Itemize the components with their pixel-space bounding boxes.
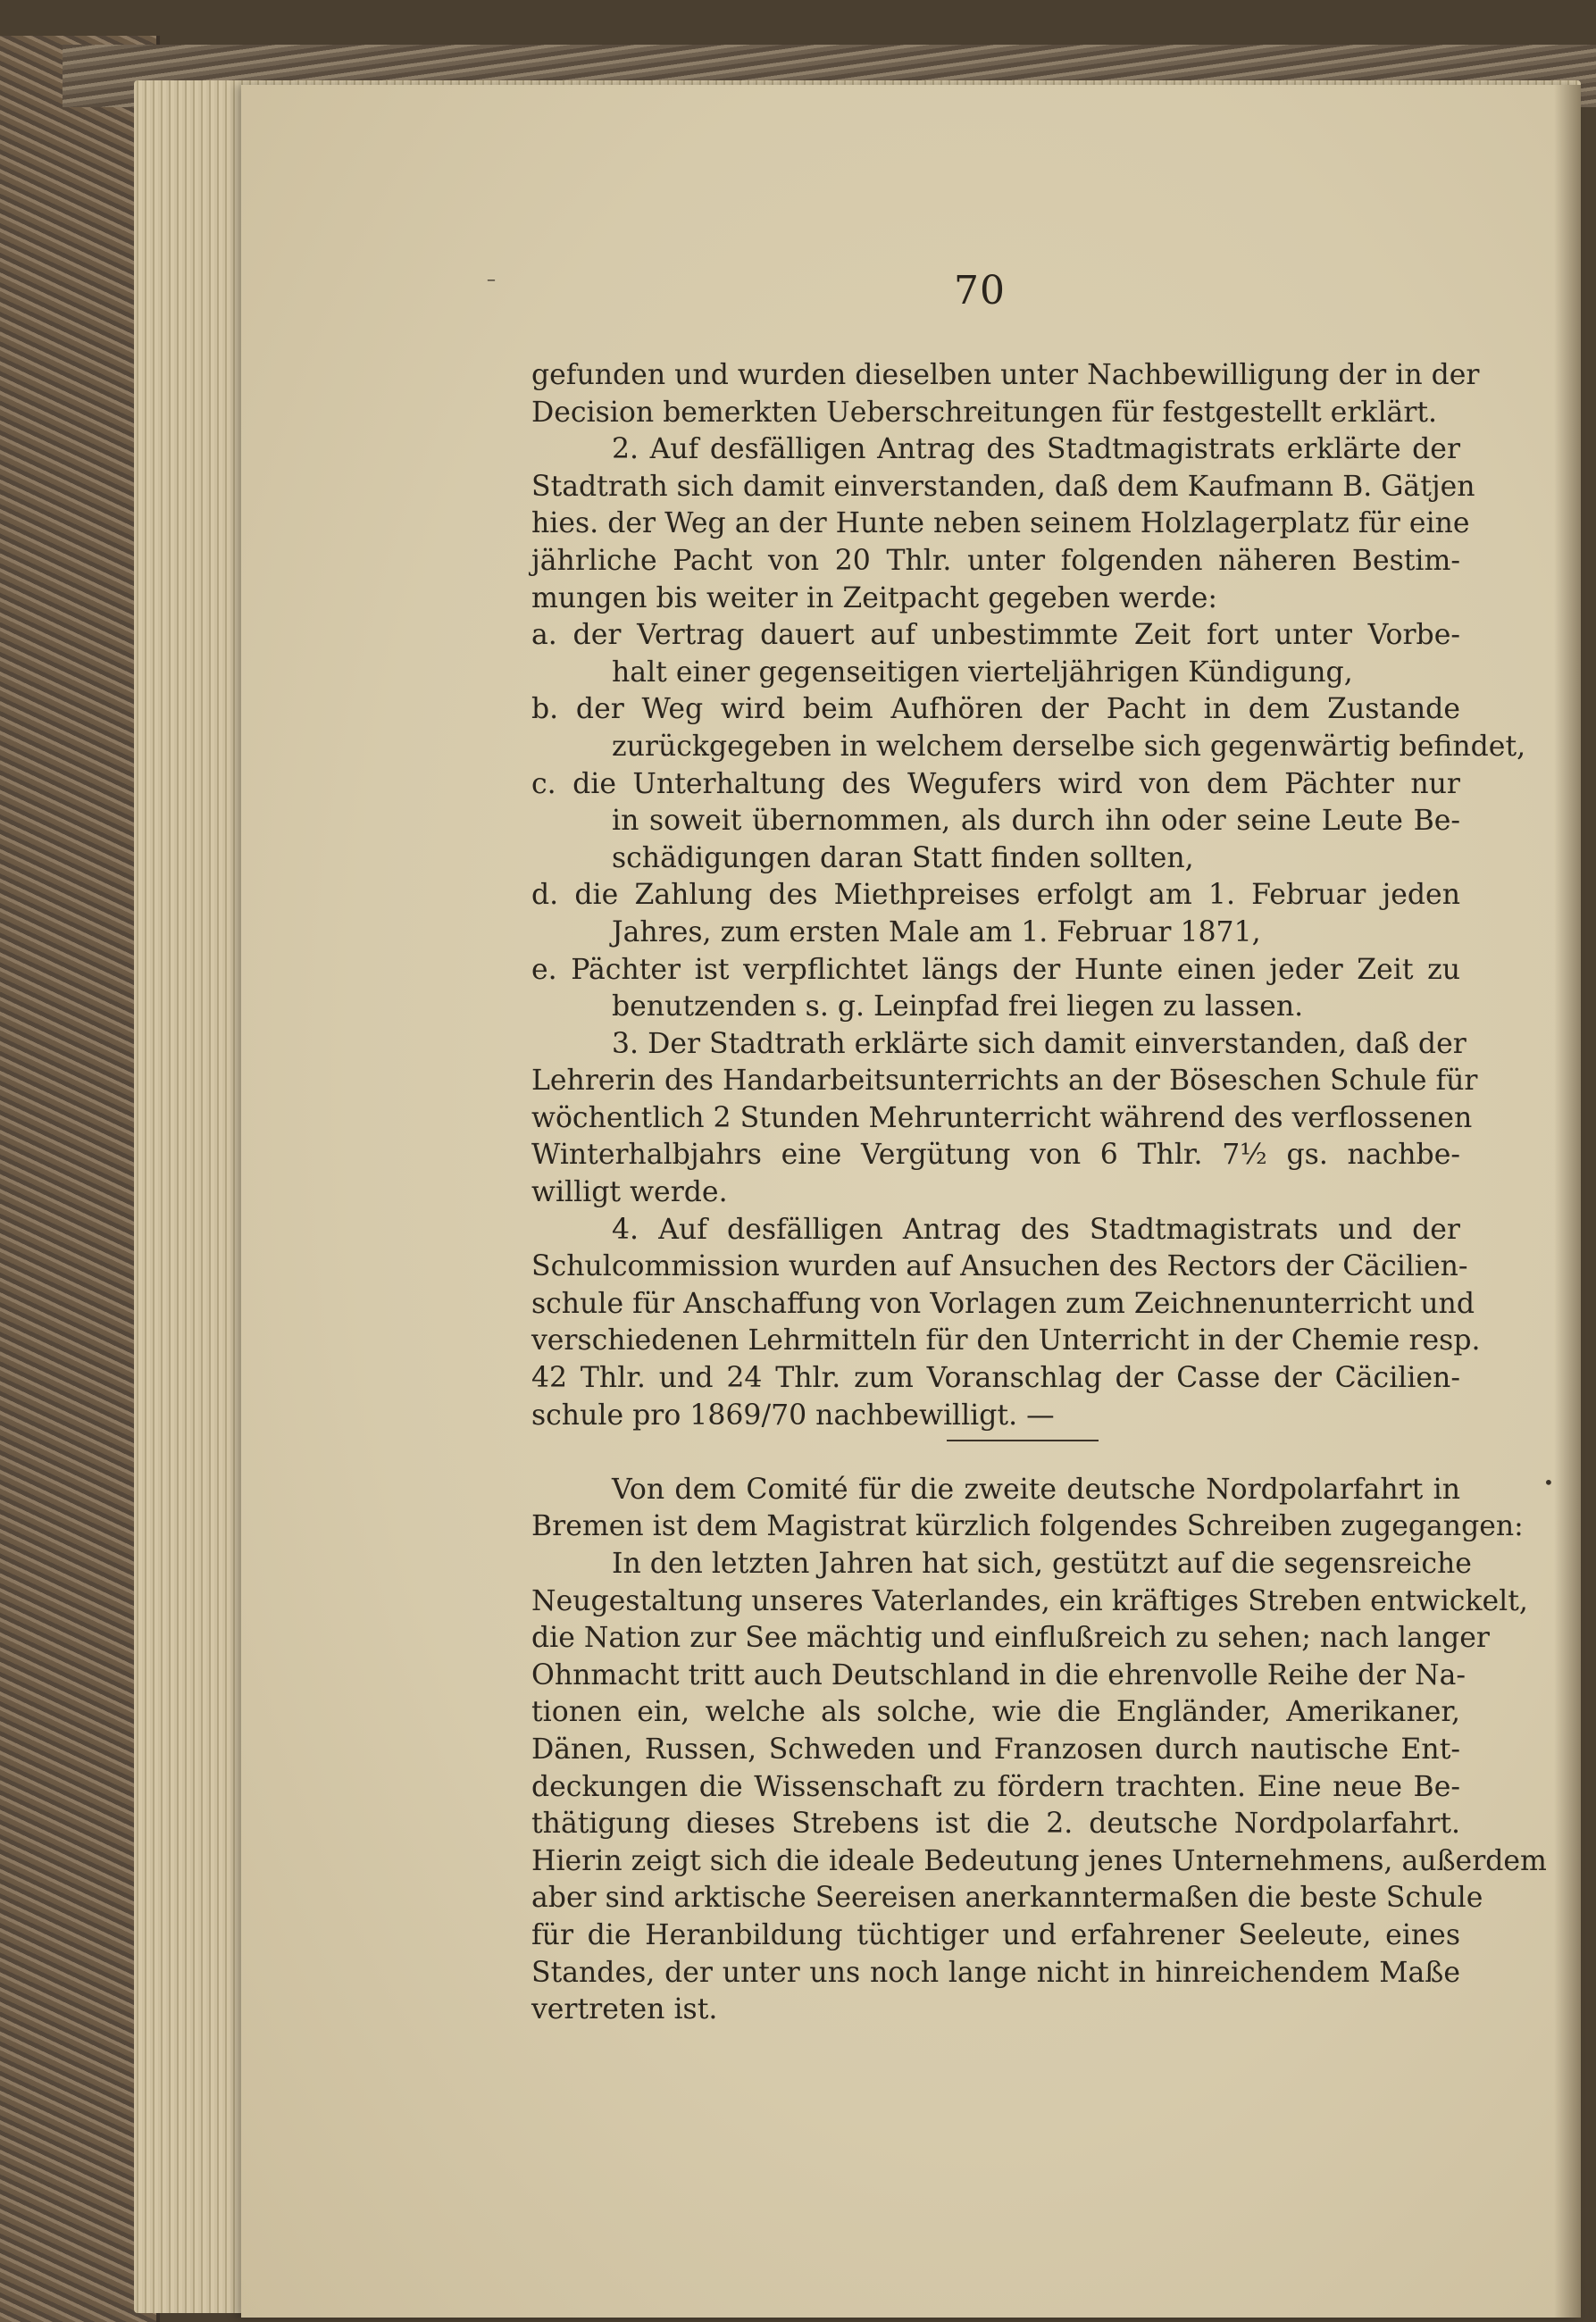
text-line: 42 Thlr. und 24 Thlr. zum Voranschlag der Casse der Cäcilien- [531,1362,1460,1395]
page-gutter-shadow [1554,85,1581,2318]
text-line: die Nation zur See mächtig und einflußreich zu sehen; nach langer [531,1622,1490,1655]
text-line: 3. Der Stadtrath erklärte sich damit einverstanden, daß der [612,1027,1466,1060]
text-line: mungen bis weiter in Zeitpacht gegeben werde: [531,581,1217,614]
text-line: benutzenden s. g. Leinpfad frei liegen zu lassen. [612,990,1304,1023]
text-line: 4. Auf desfälligen Antrag des Stadtmagistrats und der [612,1213,1460,1246]
text-line: tionen ein, welche als solche, wie die Engländer, Amerikaner, [531,1696,1460,1729]
text-line: halt einer gegenseitigen vierteljährigen Kündigung, [612,656,1353,689]
section-divider-rule [947,1440,1099,1441]
text-line: jährliche Pacht von 20 Thlr. unter folgenden näheren Bestim- [531,544,1460,577]
text-line: b. der Weg wird beim Aufhören der Pacht in dem Zustande [531,693,1460,726]
text-line: In den letzten Jahren hat sich, gestützt auf die segensreiche [612,1548,1472,1580]
text-line: für die Heranbildung tüchtiger und erfahrener Seeleute, eines [531,1918,1460,1951]
text-line: verschiedenen Lehrmitteln für den Unterricht in der Chemie resp. [531,1324,1481,1357]
text-line: schule pro 1869/70 nachbewilligt. — [531,1399,1055,1432]
text-line: aber sind arktische Seereisen anerkanntermaßen die beste Schule [531,1882,1483,1915]
text-line: Dänen, Russen, Schweden und Franzosen durch nautische Ent- [531,1733,1460,1766]
page-number: 70 [954,268,1006,313]
margin-dot-mark: • [1543,1472,1554,1493]
text-line: Neugestaltung unseres Vaterlandes, ein kräftiges Streben entwickelt, [531,1584,1528,1617]
text-line: gefunden und wurden dieselben unter Nachbewilligung der in der [531,359,1480,391]
text-line: Schulcommission wurden auf Ansuchen des Rectors der Cäcilien- [531,1250,1468,1283]
text-line: 2. Auf desfälligen Antrag des Stadtmagistrats erklärte der [612,433,1460,466]
text-line: Bremen ist dem Magistrat kürzlich folgendes Schreiben zugegangen: [531,1510,1524,1543]
text-line: vertreten ist. [531,1993,718,2026]
text-line: Ohnmacht tritt auch Deutschland in die ehrenvolle Reihe der Na- [531,1658,1466,1691]
text-line: schädigungen daran Statt finden sollten, [612,841,1194,874]
text-line: Hierin zeigt sich die ideale Bedeutung jenes Unternehmens, außerdem [531,1844,1547,1877]
text-line: deckungen die Wissenschaft zu fördern trachten. Eine neue Be- [531,1770,1460,1803]
text-line: d. die Zahlung des Miethpreises erfolgt am 1. Februar jeden [531,879,1460,912]
text-line: a. der Vertrag dauert auf unbestimmte Zeit fort unter Vorbe- [531,619,1460,652]
text-line: Standes, der unter uns noch lange nicht in hinreichendem Maße [531,1956,1460,1989]
text-line: willigt werde. [531,1176,728,1209]
page-body-text [531,357,1547,2029]
text-line: hies. der Weg an der Hunte neben seinem Holzlagerplatz für eine [531,507,1470,540]
margin-dash-mark: – [487,268,496,289]
text-line: Winterhalbjahrs eine Vergütung von 6 Thlr. 7½ gs. nachbe- [531,1139,1460,1172]
text-line: Lehrerin des Handarbeitsunterrichts an der Böseschen Schule für [531,1065,1478,1098]
text-line: Von dem Comité für die zweite deutsche Nordpolarfahrt in [612,1473,1460,1506]
text-line: zurückgegeben in welchem derselbe sich gegenwärtig befindet, [612,730,1526,763]
text-line: schule für Anschaffung von Vorlagen zum Zeichnenunterricht und [531,1287,1475,1320]
text-line: c. die Unterhaltung des Wegufers wird von dem Pächter nur [531,767,1460,800]
text-line: Decision bemerkten Ueberschreitungen für festgestellt erklärt. [531,396,1438,429]
text-line: in soweit übernommen, als durch ihn oder seine Leute Be- [612,805,1460,838]
text-line: e. Pächter ist verpflichtet längs der Hunte einen jeder Zeit zu [531,953,1460,986]
text-line: Jahres, zum ersten Male am 1. Februar 1871, [612,915,1261,948]
text-line: wöchentlich 2 Stunden Mehrunterricht während des verflossenen [531,1101,1473,1134]
text-line: Stadtrath sich damit einverstanden, daß dem Kaufmann B. Gätjen [531,470,1475,503]
text-line: thätigung dieses Strebens ist die 2. deutsche Nordpolarfahrt. [531,1808,1460,1841]
